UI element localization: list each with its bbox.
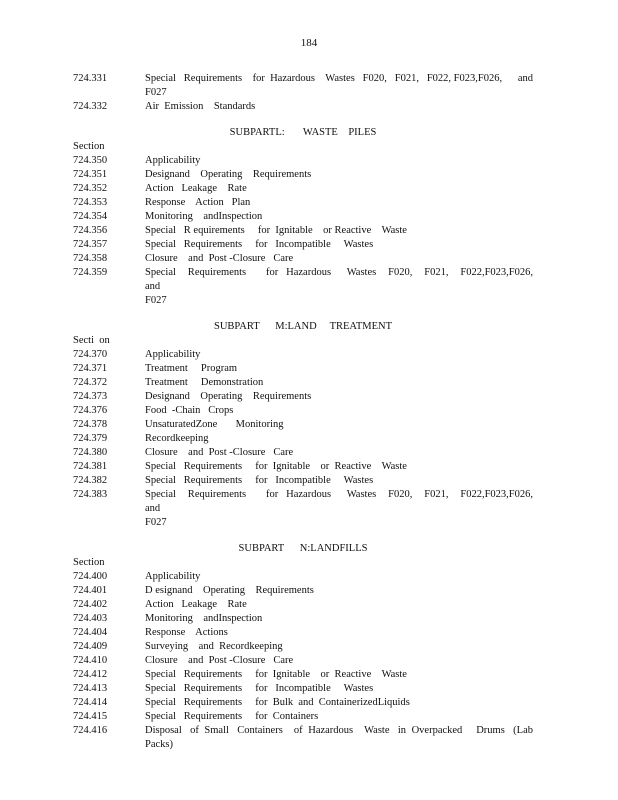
subpart-m [73,320,552,530]
section-number: 724.410 [73,655,108,666]
toc-entry [73,404,533,418]
toc-entry [73,182,533,196]
toc-entry [73,724,533,738]
toc-entry [73,640,533,654]
toc-entry [73,224,533,238]
section-title: Surveying and Recordkeeping [145,641,283,652]
toc-entry [73,432,533,446]
section-number: 724.416 [73,725,108,736]
toc-entry [73,238,533,252]
toc-entry [73,474,533,488]
section-title: Monitoring andInspection [145,613,263,624]
section-number: 724.331 [73,73,108,84]
section-title: Applicability [145,155,201,166]
section-title: Applicability [145,349,201,360]
subpart-heading: SUBPART M:LAND TREATMENT [214,321,392,332]
section-title: Closure and Post -Closure Care [145,253,294,264]
section-title: Designand Operating Requirements [145,169,312,180]
toc-entry [73,460,533,474]
section-number: 724.373 [73,391,108,402]
subpart-n [73,542,533,752]
table-of-contents [73,72,552,752]
subpart-heading: SUBPART N:LANDFILLS [238,543,368,554]
section-title: Closure and Post -Closure Care [145,655,294,666]
section-title: Response Actions [145,627,228,638]
toc-entry [73,196,533,210]
toc-entry [73,362,533,376]
toc-entry [73,696,533,710]
section-number: 724.413 [73,683,108,694]
section-number: 724.370 [73,349,108,360]
toc-entry [73,390,533,404]
subpart-heading: SUBPARTL: WASTE PILES [229,127,377,138]
section-number: 724.401 [73,585,108,596]
section-number: 724.357 [73,239,108,250]
section-number: 724.402 [73,599,108,610]
section-number: 724.332 [73,101,108,112]
toc-entry [73,446,533,460]
section-title-continuation: F027 [145,295,167,306]
section-number: 724.378 [73,419,108,430]
section-number: 724.409 [73,641,108,652]
section-title: Special Requirements for Incompatible Wastes [145,683,374,694]
toc-entry [73,668,533,682]
toc-entry [73,154,533,168]
section-title: Special Requirements for Hazardous Wastes F020, F021, F022,F023,F026, and [145,267,552,292]
section-title: Special Requirements for Ignitable or Reactive Waste [145,669,407,680]
section-number: 724.356 [73,225,108,236]
section-title: Food -Chain Crops [145,405,234,416]
section-title: Treatment Demonstration [145,377,264,388]
section-title: Special Requirements for Hazardous Wastes F020, F021, F022, F023,F026, and [145,73,534,84]
section-title-continuation: Packs) [145,739,173,750]
section-title: Action Leakage Rate [145,599,247,610]
section-title: Special Requirements for Incompatible Wastes [145,239,374,250]
section-number: 724.381 [73,461,108,472]
section-title: Special Requirements for Hazardous Wastes F020, F021, F022,F023,F026, and [145,489,552,514]
section-number: 724.371 [73,363,108,374]
section-title: Treatment Program [145,363,238,374]
section-number: 724.379 [73,433,108,444]
top-entry-list [73,72,533,114]
section-number: 724.404 [73,627,108,638]
toc-entry [73,626,533,640]
section-title: Disposal of Small Containers of Hazardous Waste in Overpacked Drums (Lab [145,725,533,736]
section-title: Action Leakage Rate [145,183,247,194]
section-label: Section [73,557,105,568]
section-title: UnsaturatedZone Monitoring [145,419,284,430]
toc-entry [73,100,533,114]
section-number: 724.354 [73,211,108,222]
section-number: 724.372 [73,377,108,388]
toc-entry [73,348,533,362]
section-title: Special Requirements for Bulk and ContainerizedLiquids [145,697,410,708]
toc-entry [73,654,533,668]
section-number: 724.351 [73,169,108,180]
section-number: 724.412 [73,669,108,680]
section-title: Special R equirements for Ignitable or Reactive Waste [145,225,407,236]
section-title: Response Action Plan [145,197,251,208]
toc-entry [73,252,533,266]
toc-entry [73,570,533,584]
subpart-l [73,126,552,308]
section-number: 724.350 [73,155,108,166]
section-number: 724.414 [73,697,108,708]
toc-entry [73,612,533,626]
section-label: Section [73,141,105,152]
toc-entry [73,210,533,224]
section-title: Air Emission Standards [145,101,256,112]
section-number: 724.382 [73,475,108,486]
toc-entry [73,584,533,598]
toc-entry [73,418,533,432]
section-title: Monitoring andInspection [145,211,263,222]
toc-entry [73,266,552,294]
section-title-continuation: F027 [145,517,167,528]
section-number: 724.353 [73,197,108,208]
toc-entry [73,168,533,182]
toc-entry [73,72,533,86]
section-number: 724.358 [73,253,108,264]
section-number: 724.400 [73,571,108,582]
toc-entry [73,598,533,612]
section-number: 724.415 [73,711,108,722]
section-title: Special Requirements for Containers [145,711,319,722]
section-number: 724.352 [73,183,108,194]
section-number: 724.376 [73,405,108,416]
section-number: 724.359 [73,267,108,278]
section-title: Recordkeeping [145,433,209,444]
section-title-continuation: F027 [145,87,167,98]
section-title: Special Requirements for Ignitable or Reactive Waste [145,461,407,472]
toc-entry [73,376,533,390]
section-number: 724.383 [73,489,108,500]
toc-entry [73,488,552,516]
section-title: Designand Operating Requirements [145,391,312,402]
section-title: D esignand Operating Requirements [145,585,314,596]
section-title: Closure and Post -Closure Care [145,447,294,458]
page-number: 184 [300,37,318,49]
section-number: 724.403 [73,613,108,624]
section-number: 724.380 [73,447,108,458]
toc-entry [73,682,533,696]
section-title: Applicability [145,571,201,582]
section-title: Special Requirements for Incompatible Wastes [145,475,374,486]
toc-entry [73,710,533,724]
section-label: Secti on [73,335,110,346]
